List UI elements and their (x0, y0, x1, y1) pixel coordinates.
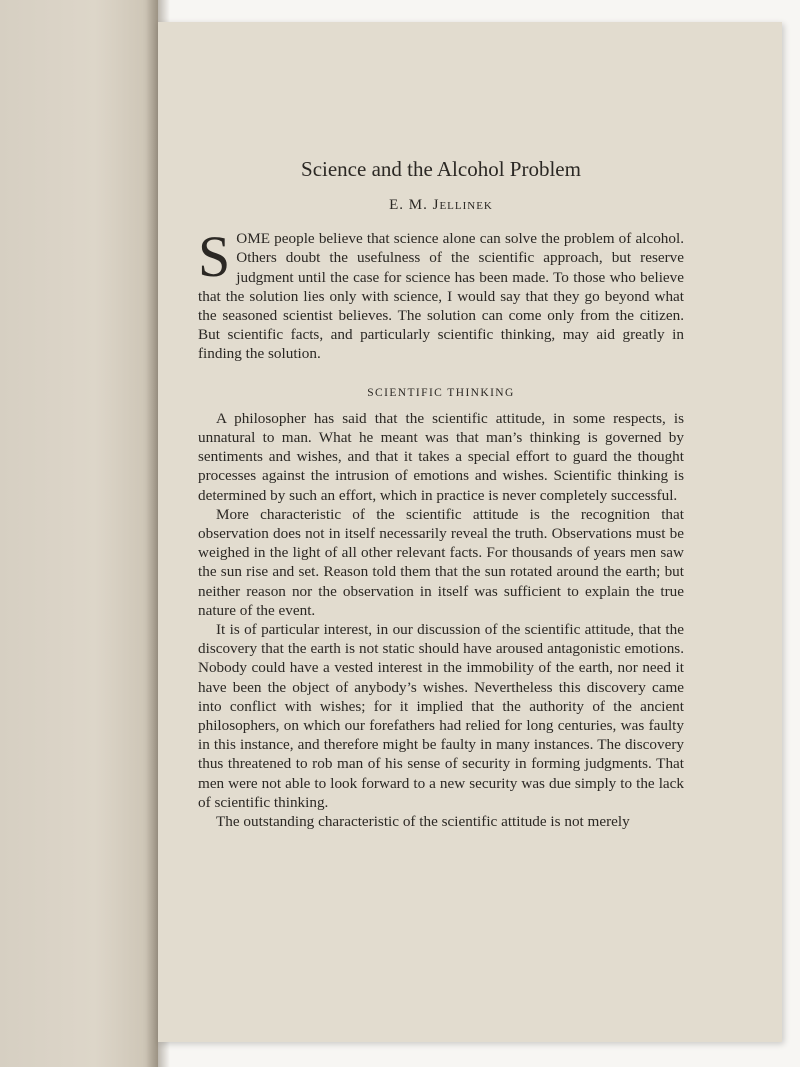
paragraph-1: A philosopher has said that the scientific attitude, in some respects, is unnatural to man. What he meant was that man’s thinking is governed by sentiments and wishes, and that it takes a special effort to guard the thought processes against the intrusion of emotions and wishes. Scientific thinking is determined by such an effort, which in practice is never completely successful. (198, 409, 684, 504)
article-body (198, 150, 684, 831)
author-surname: Jellinek (432, 197, 493, 213)
article-author (198, 196, 684, 215)
drop-cap: S (198, 224, 231, 290)
article-title: Science and the Alcohol Problem (301, 157, 581, 181)
author-initials: E. M. (389, 197, 428, 213)
paragraph-2: More characteristic of the scientific attitude is the recognition that observation does not in itself necessarily reveal the truth. Observations must be weighed in the light of all other relevant facts. For thousands of years men saw the sun rise and set. Reason told them that the sun rotated around the earth; but neither reason nor the observation in itself was sufficient to explain the true nature of the event. (198, 505, 684, 619)
paragraph-4: The outstanding characteristic of the scientific attitude is not merely (216, 813, 630, 831)
intro-paragraph (198, 224, 684, 363)
paragraph-3: It is of particular interest, in our discussion of the scientific attitude, that the discovery that the earth is not static should have aroused antagonistic emotions. Nobody could have a vested interest in the immobility of the earth, nor need it have been the object of anybody’s wishes. Nevertheless this discovery came into conflict with wishes; for it implied that the authority of the ancient philosophers, on which our forefathers had relied for long centuries, was faulty in this instance, and therefore might be faulty in many instances. The discovery thus threatened to rob man of his sense of security in forming judgments. That men were not able to look forward to a new security was due simply to the lack of scientific thinking. (198, 621, 684, 811)
intro-text: OME people believe that science alone can solve the problem of alcohol. Others doubt the usefulness of the scientific approach, but reserve judgment until the case for science has been made. To those who believe that the solution lies only with science, I would say that they go beyond what the seasoned scientist believes. The solution can come only from the citizen. But scientific facts, and particularly scientific thinking, may aid greatly in finding the solution. (198, 230, 684, 363)
section-heading: SCIENTIFIC THINKING (367, 386, 515, 399)
left-page (0, 0, 158, 1067)
